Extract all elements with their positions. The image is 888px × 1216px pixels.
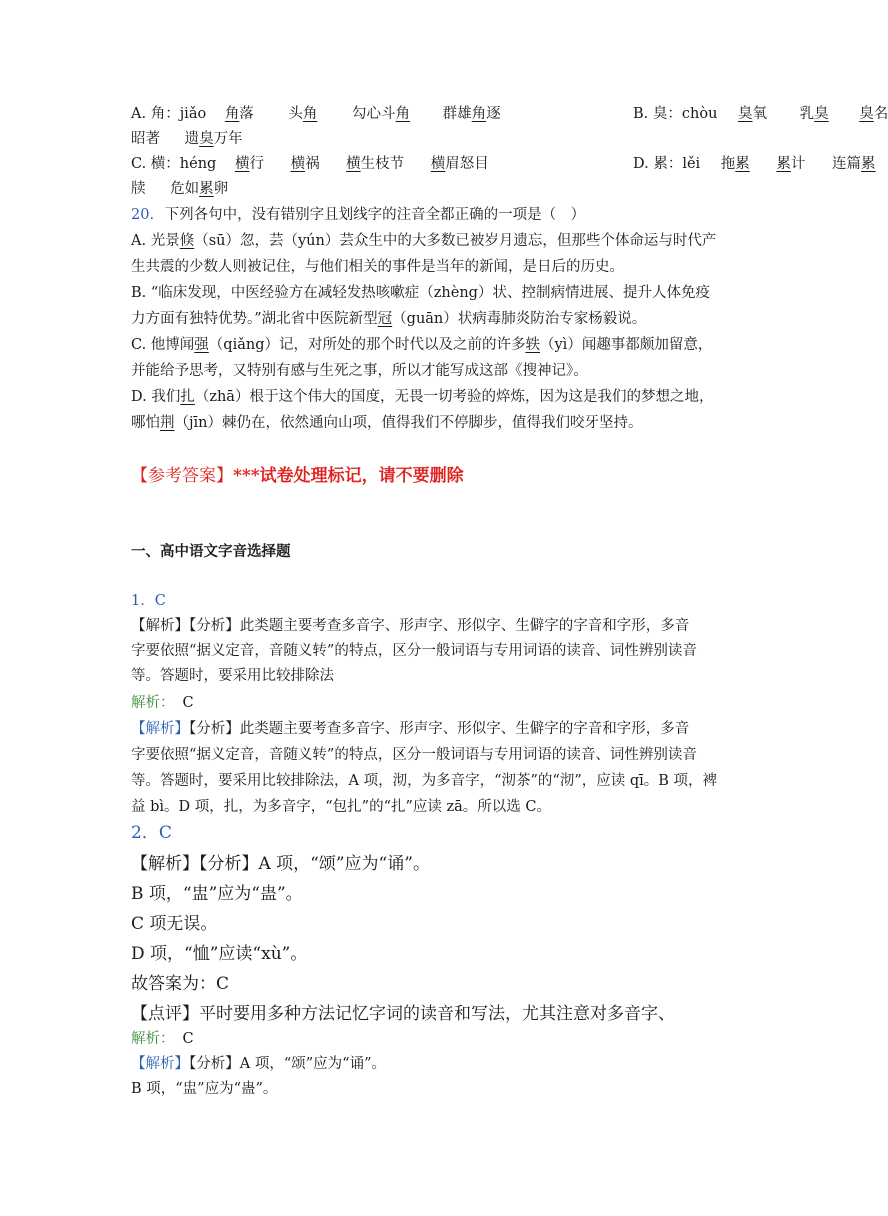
- answer-2-line3: C 项无误。: [131, 914, 218, 934]
- q20-option-a-line2: 生共震的少数人则被记住，与他们相关的事件是当年的新闻，是日后的历史。: [131, 259, 624, 275]
- q19-option-a-word4: 群雄角逐: [442, 106, 501, 122]
- q20-option-d-line2: 哪怕荆（jīn）棘仍在，依然通向山项，值得我们不停脚步，值得我们咬牙坚持。: [131, 415, 643, 431]
- answer-2-detail-line1: 【解析】【分析】A 项，“颂”应为“诵”。: [131, 1056, 386, 1072]
- q19-option-a-word3: 勾心斗角: [352, 106, 411, 122]
- answer-1-line1: 【解析】【分析】此类题主要考查多音字、形声字、形似字、生僻字的字音和字形，多音: [131, 618, 690, 634]
- reference-answer-tag: 【参考答案】: [131, 466, 233, 486]
- q20-option-d-line1: D. 我们扎（zhā）根于这个伟大的国度，无畏一切考验的焠炼，因为这是我们的梦想之地，: [131, 389, 714, 405]
- q19-option-a-line: [131, 103, 888, 125]
- q19-option-d-line1: D. 累：lěi 拖累 累计 连篇累: [633, 156, 876, 172]
- q20-number: 20.: [131, 207, 155, 223]
- answer-2-line1: 【解析】【分析】A 项，“颂”应为“诵”。: [131, 854, 430, 874]
- reference-answer-note: ***试卷处理标记，请不要删除: [233, 466, 464, 486]
- answer-1-detail-line2: 字要依照“据义定音，音随义转”的特点，区分一般词语与专用词语的读音、词性辨别读音: [131, 747, 697, 763]
- answer-2-line5: 故答案为：C: [131, 974, 230, 994]
- q20-option-b-line2: 力方面有独特优势。”湖北省中医院新型冠（guān）状病毒肺炎防治专家杨毅说。: [131, 311, 647, 327]
- jiexi-label: 解析：: [131, 695, 175, 711]
- q20-option-c-line2: 并能给予思考，又特别有感与生死之事，所以才能写成这部《搜神记》。: [131, 363, 588, 379]
- reference-answer-heading: [131, 463, 464, 489]
- q19-option-a-word2: 头角: [288, 106, 318, 122]
- q19-option-b-line1: B. 臭：chòu 臭氧 乳臭 臭名: [633, 106, 888, 122]
- q19-option-b-label: B. 臭：chòu: [633, 106, 718, 122]
- q19-option-c-line: C. 横：héng 横行 横祸 横生枝节 横眉怒目 D. 累：lěi 拖累 累计 连篇累: [131, 153, 489, 175]
- answer-2-line2: B 项，“盅”应为“蛊”。: [131, 884, 303, 904]
- answer-1-detail-line1: 【解析】【分析】此类题主要考查多音字、形声字、形似字、生僻字的字音和字形，多音: [131, 721, 690, 737]
- q20-stem: 20. 下列各句中，没有错别字且划线字的注音全都正确的一项是（ ）: [131, 207, 586, 223]
- q20-option-b-line1: B. “临床发现，中医经验方在减轻发热咳嗽症（zhèng）状、控制病情进展、提升人体免疫: [131, 285, 710, 301]
- q19-option-d-label: D. 累：lěi: [633, 156, 701, 172]
- q19-option-a-label: A. 角：jiǎo: [131, 106, 207, 122]
- jiexi-tag-2: 【解析】: [131, 1056, 189, 1072]
- q19-option-a-word1: 角落: [224, 106, 254, 122]
- answer-1-line2: 字要依照“据义定音，音随义转”的特点，区分一般词语与专用词语的读音、词性辨别读音: [131, 643, 697, 659]
- answer-1-detail-line4: 益 bì。D 项，扎，为多音字，“包扎”的“扎”应读 zā。所以选 C。: [131, 799, 552, 815]
- answer-1-number: 1．C: [131, 593, 166, 609]
- q20-option-a-line1: A. 光景倏（sū）忽，芸（yún）芸众生中的大多数已被岁月遗忘，但那些个体命运与时代产: [131, 233, 717, 249]
- jiexi-label-2: 解析：: [131, 1031, 175, 1047]
- answer-2-jiexi: 解析： C: [131, 1031, 194, 1047]
- answer-2-number: 2．C: [131, 823, 172, 843]
- answer-1-detail-line3: 等。答题时，要采用比较排除法，A 项，沏，为多音字，“沏茶”的“沏”，应读 qī。B 项，裨: [131, 773, 718, 789]
- q19-option-b-line2: 昭著 遗臭万年: [131, 131, 243, 147]
- answer-2-detail-line2: B 项，“盅”应为“蛊”。: [131, 1081, 278, 1097]
- section-title: 一、高中语文字音选择题: [131, 543, 291, 560]
- q19-option-d-line2: 牍 危如累卵: [131, 181, 229, 197]
- answer-1-jiexi: 解析： C: [131, 695, 194, 711]
- q19-option-c-label: C. 横：héng: [131, 156, 217, 172]
- q20-option-c-line1: C. 他博闻强（qiǎng）记，对所处的那个时代以及之前的许多轶（yì）闻趣事都颇加留意，: [131, 337, 713, 353]
- answer-1-line3: 等。答题时，要采用比较排除法: [131, 668, 334, 684]
- jiexi-tag: 【解析】: [131, 721, 189, 737]
- answer-2-line4: D 项，“恤”应读“xù”。: [131, 944, 308, 964]
- answer-2-line6: 【点评】平时要用多种方法记忆字词的读音和写法，尤其注意对多音字、: [131, 1004, 675, 1024]
